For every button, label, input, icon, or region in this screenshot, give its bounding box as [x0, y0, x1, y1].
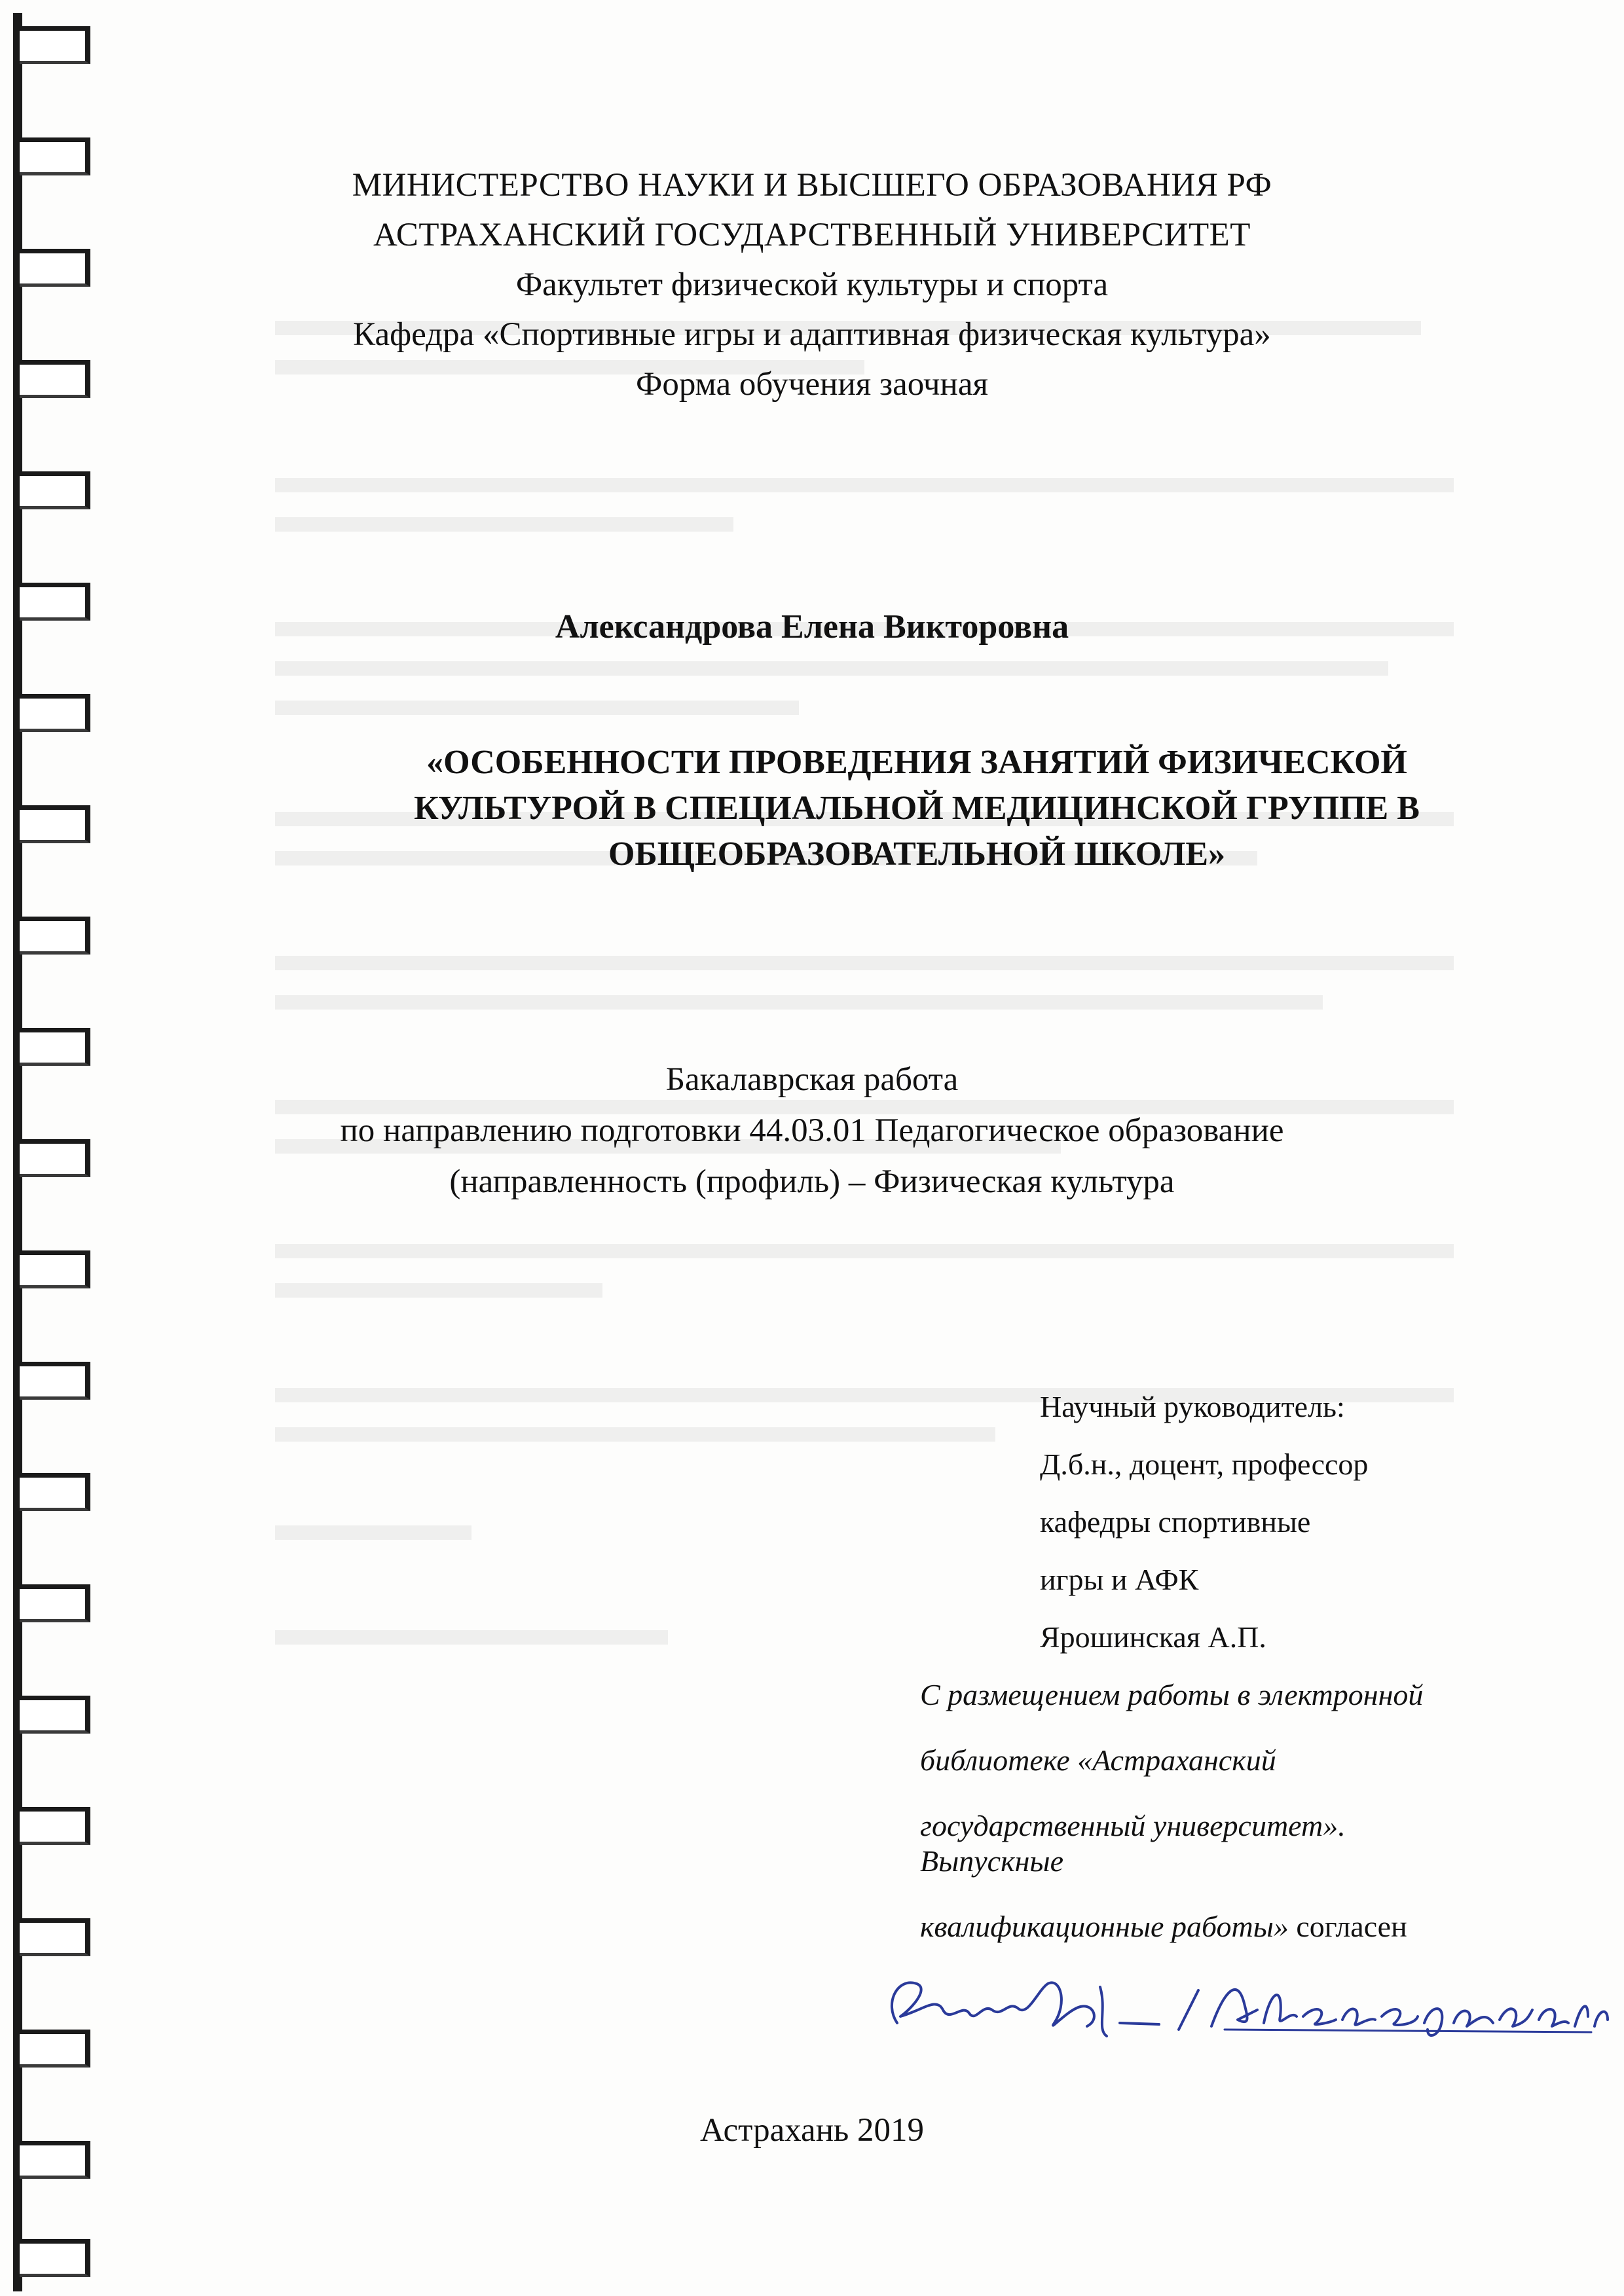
thesis-title-line: ОБЩЕОБРАЗОВАТЕЛЬНОЙ ШКОЛЕ»	[608, 835, 1226, 873]
city-year: Астрахань 2019	[699, 2112, 924, 2149]
study-form: Форма обучения заочная	[636, 366, 988, 403]
consent-italic-text: квалификационные работы»	[920, 1910, 1289, 1943]
binding-hole	[20, 471, 90, 509]
consent-line	[920, 1909, 1509, 1944]
document-header	[0, 160, 1624, 409]
binding-hole	[20, 1473, 90, 1511]
thesis-title	[341, 740, 1493, 877]
binding-hole	[20, 694, 90, 732]
binding-hole	[20, 1584, 90, 1622]
binding-hole	[20, 1807, 90, 1845]
consent-block	[920, 1677, 1509, 1944]
supervisor-department-cont: игры и АФК	[1040, 1563, 1199, 1596]
binding-hole	[20, 1250, 90, 1288]
study-profile: (направленность (профиль) – Физическая культура	[449, 1163, 1175, 1200]
handwritten-signature	[871, 1964, 1617, 2043]
consent-line: Выпускные	[920, 1844, 1063, 1878]
binding-hole	[20, 2030, 90, 2068]
supervisor-degree: Д.б.н., доцент, профессор	[1040, 1448, 1369, 1481]
binding-hole	[20, 2239, 90, 2277]
binding-hole	[20, 805, 90, 843]
binding-hole	[20, 1918, 90, 1956]
binding-hole	[20, 917, 90, 955]
supervisor-name: Ярошинская А.П.	[1040, 1620, 1266, 1654]
work-type-block	[0, 1054, 1624, 1207]
ministry-name: МИНИСТЕРСТВО НАУКИ И ВЫСШЕГО ОБРАЗОВАНИЯ РФ	[352, 167, 1272, 204]
university-name: АСТРАХАНСКИЙ ГОСУДАРСТВЕННЫЙ УНИВЕРСИТЕТ	[373, 217, 1251, 253]
binding-hole	[20, 1696, 90, 1734]
author-name: Александрова Елена Викторовна	[555, 608, 1069, 646]
department-name: Кафедра «Спортивные игры и адаптивная физическая культура»	[353, 316, 1271, 353]
work-type: Бакалаврская работа	[665, 1061, 959, 1098]
supervisor-department: кафедры спортивные	[1040, 1505, 1311, 1539]
thesis-title-line: «ОСОБЕННОСТИ ПРОВЕДЕНИЯ ЗАНЯТИЙ ФИЗИЧЕСКОЙ	[426, 744, 1407, 781]
thesis-title-line: КУЛЬТУРОЙ В СПЕЦИАЛЬНОЙ МЕДИЦИНСКОЙ ГРУППЕ В	[414, 790, 1420, 827]
study-direction: по направлению подготовки 44.03.01 Педагогическое образование	[340, 1112, 1284, 1149]
binding-hole	[20, 26, 90, 64]
binding-hole	[20, 1362, 90, 1400]
consent-line: библиотеке «Астраханский	[920, 1743, 1276, 1777]
supervisor-label: Научный руководитель:	[1040, 1390, 1345, 1423]
faculty-name: Факультет физической культуры и спорта	[515, 266, 1109, 303]
consent-line: С размещением работы в электронной	[920, 1678, 1424, 1711]
consent-agreed-text: согласен	[1288, 1910, 1407, 1943]
supervisor-block	[1040, 1378, 1368, 1666]
consent-line: государственный университет».	[920, 1809, 1346, 1842]
